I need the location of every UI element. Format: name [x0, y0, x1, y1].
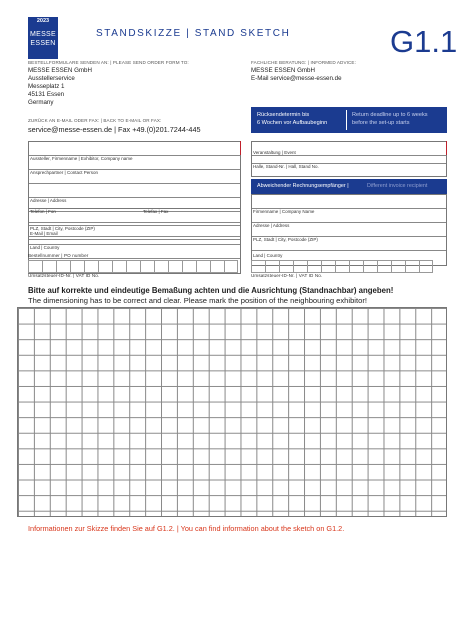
sender-line: 45131 Essen: [28, 91, 65, 98]
blank-field[interactable]: [29, 184, 240, 198]
messe-essen-logo: [28, 17, 58, 59]
contact-person-field[interactable]: [29, 170, 240, 184]
sender-address: [28, 67, 92, 107]
instruction-de: Bitte auf korrekte und eindeutige Bemaßung achten und die Ausrichtung (Standnachbar) angeben!: [28, 286, 394, 295]
exhibitor-name-field[interactable]: [29, 156, 240, 170]
deadline-de-line1: Rücksendetermin bis: [257, 112, 310, 118]
sender-line: Messeplatz 1: [28, 83, 65, 90]
form-code: G1.1: [390, 24, 458, 59]
field-label: Land | Country: [253, 253, 283, 258]
field-label: Ansprechpartner | Contact Person: [30, 170, 98, 175]
sender-heading: BESTELLFORMULARE SENDEN AN: | PLEASE SEND ORDER FORM TO:: [28, 60, 189, 65]
logo-text-messe: MESSE: [29, 31, 56, 38]
vat-label-left: Umsatzsteuer-ID-Nr. | VAT ID No.: [28, 273, 100, 278]
return-contact[interactable]: service@messe-essen.de | Fax +49.(0)201.7244-445: [28, 125, 201, 134]
billing-vat-cells[interactable]: [251, 260, 433, 273]
field-label: Halle, Stand-Nr. | Hall, Stand No.: [253, 164, 319, 169]
deadline-de-line2: 6 Wochen vor Aufbaubeginn: [257, 120, 328, 126]
blank-field[interactable]: [29, 142, 240, 156]
fax-label: Telefax | Fax: [143, 209, 169, 214]
billing-en: Different invoice recipient: [367, 183, 428, 189]
required-marker: [240, 141, 241, 155]
field-label: E-Mail | Email: [30, 231, 58, 236]
logo-year: 2023: [36, 18, 50, 24]
sender-line: Germany: [28, 99, 54, 106]
field-label: PLZ, Stadt | City, Postcode (ZIP): [253, 237, 318, 242]
billing-address-field[interactable]: [252, 223, 446, 237]
billing-de: Abweichender Rechnungsempfänger |: [257, 183, 349, 189]
sender-line: Ausstellerservice: [28, 75, 75, 82]
billing-company-field[interactable]: [252, 209, 446, 223]
page-title: STANDSKIZZE | STAND SKETCH: [96, 28, 291, 39]
blank-field[interactable]: [252, 195, 446, 209]
field-label: Aussteller, Firmenname | Exhibitor, Company name: [30, 156, 133, 161]
return-heading: ZURÜCK AN E-MAIL ODER FAX: | BACK TO E-MAIL OR FAX:: [28, 118, 162, 123]
advice-email[interactable]: E-Mail service@messe-essen.de: [251, 75, 342, 82]
event-field[interactable]: [252, 150, 446, 164]
advice-heading: FACHLICHE BERATUNG: | INFORMED ADVICE:: [251, 60, 356, 65]
required-marker: [446, 141, 447, 155]
sender-line: MESSE ESSEN GmbH: [28, 67, 92, 74]
deadline-en-line1: Return deadline up to 6 weeks: [352, 112, 428, 118]
vat-label-right: Umsatzsteuer-ID-Nr. | VAT ID No.: [251, 273, 323, 278]
phone-label: Telefon | Fon: [30, 209, 56, 214]
deadline-box: [251, 107, 447, 133]
deadline-de: [257, 111, 327, 127]
field-label: PLZ, Stadt | City, Postcode (ZIP): [30, 226, 95, 231]
field-label: Firmenname | Company Name: [253, 209, 315, 214]
logo-text-essen: ESSEN: [30, 40, 56, 47]
sketch-info-note: Informationen zur Skizze finden Sie auf G1.2. | You can find information about the sketch on G1.2.: [28, 524, 345, 533]
email-field[interactable]: [29, 231, 240, 245]
sketch-grid[interactable]: [17, 307, 447, 517]
advice-address: [251, 67, 342, 83]
deadline-en: [352, 111, 428, 127]
field-label: Land | Country: [30, 245, 60, 250]
field-label: Adresse | Address: [30, 198, 67, 203]
deadline-divider: [346, 110, 347, 130]
event-form: [251, 141, 447, 177]
billing-form: [251, 194, 447, 266]
phone-fax-row[interactable]: [29, 209, 240, 223]
field-label: Adresse | Address: [253, 223, 290, 228]
advice-company: MESSE ESSEN GmbH: [251, 67, 315, 74]
billing-recipient-header: [251, 179, 447, 194]
billing-zip-field[interactable]: [252, 237, 446, 251]
field-label: Veranstaltung | Event: [253, 150, 296, 155]
po-label: Bestellnummer | PO number: [28, 253, 89, 258]
instruction-en: The dimensioning has to be correct and clear. Please mark the position of the neighbouring exhibitor!: [28, 296, 367, 305]
deadline-en-line2: before the set-up starts: [352, 120, 410, 126]
hall-stand-field[interactable]: [252, 164, 446, 178]
po-number-cells[interactable]: [28, 260, 238, 273]
